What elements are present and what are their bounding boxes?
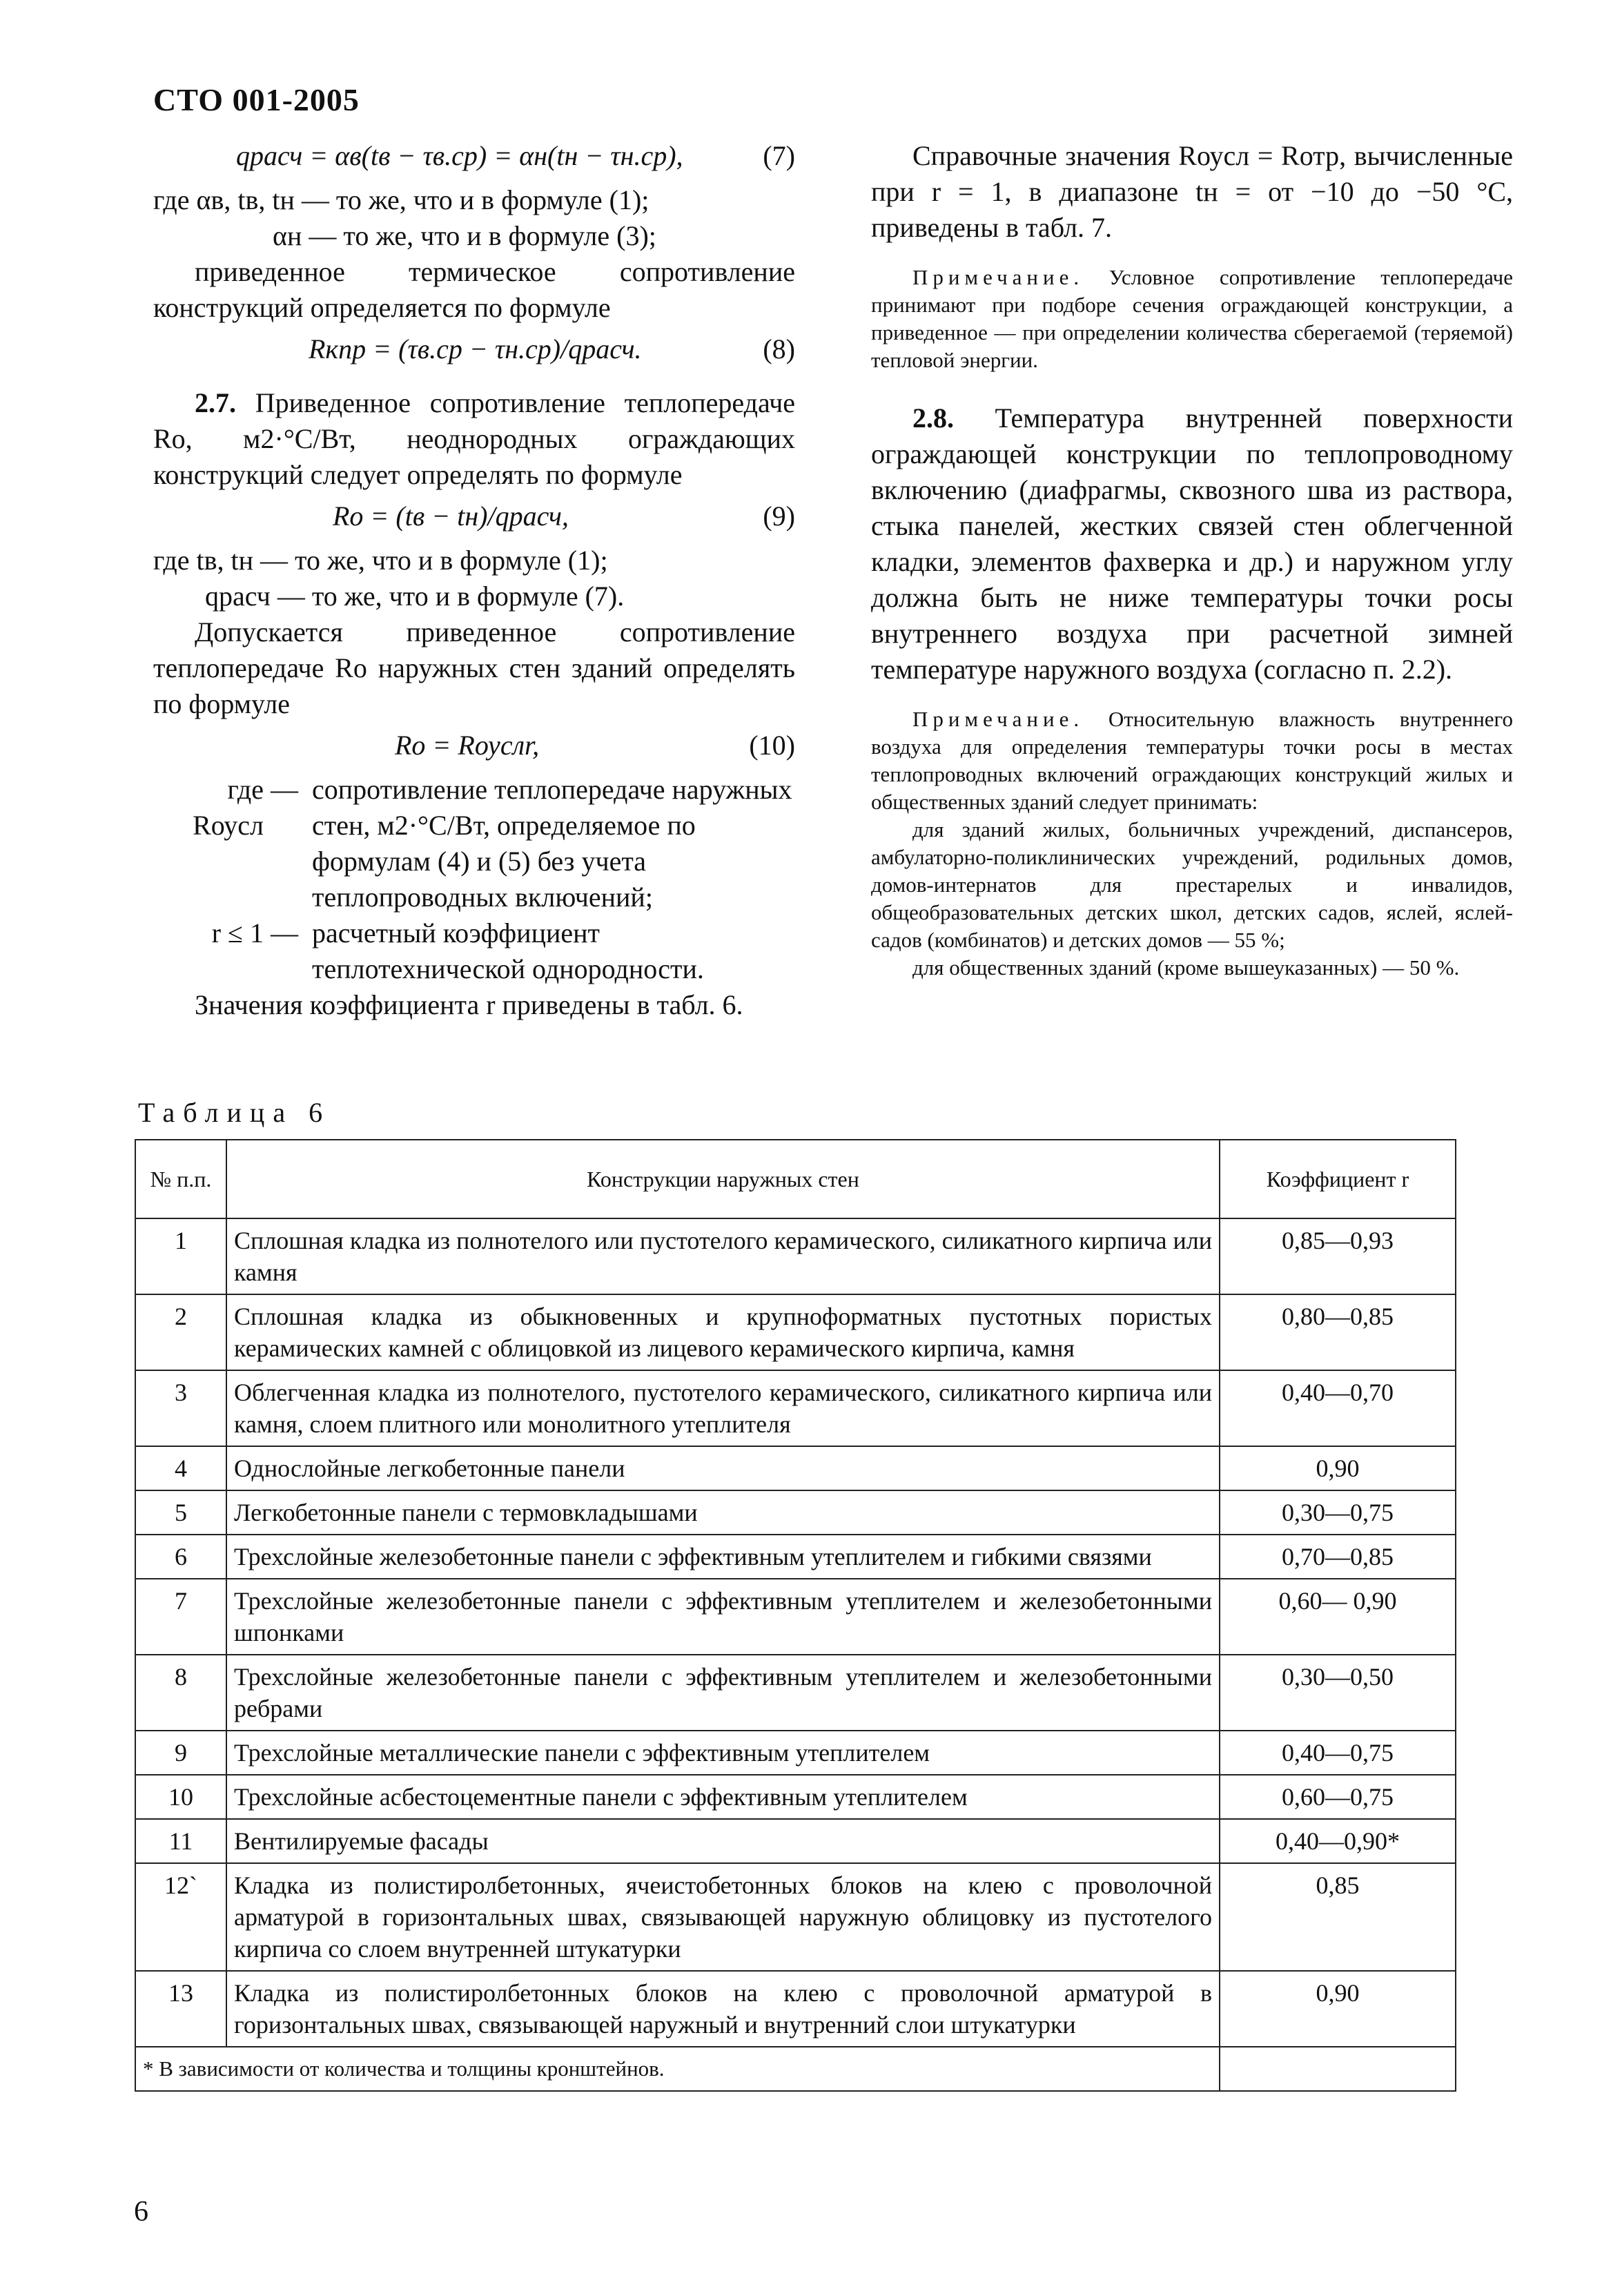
definition-symbol: где Rоусл (193, 774, 264, 841)
table-row (135, 1775, 1456, 1819)
left-column (153, 138, 795, 1023)
row-coefficient: 0,60—0,75 (1220, 1775, 1456, 1819)
row-description: Трехслойные железобетонные панели с эффективным утеплителем и железобетонными ребрами (226, 1655, 1220, 1731)
row-coefficient: 0,80—0,85 (1220, 1294, 1456, 1370)
formula-10 (153, 728, 795, 772)
table-header-row (135, 1140, 1456, 1218)
row-description: Трехслойные асбестоцементные панели с эффективным утеплителем (226, 1775, 1220, 1819)
note-1 (871, 264, 1513, 374)
table-footnote-row (135, 2047, 1456, 2091)
row-coefficient: 0,30—0,50 (1220, 1655, 1456, 1731)
table-row (135, 1446, 1456, 1490)
section-number: 2.8. (912, 402, 954, 434)
formula-9-expression: Rо = (tв − tн)/qрасч, (333, 500, 569, 532)
row-number: 1 (135, 1218, 226, 1294)
row-description: Трехслойные железобетонные панели с эффективным утеплителем и гибкими связями (226, 1535, 1220, 1579)
formula-10-expression: Rо = Rоуслr, (395, 730, 540, 761)
section-text: Температура внутренней поверхности ограждающей конструкции по теплопроводному включению (диафрагмы, сквозного шва из раствора, стыка панелей, жестких связей стен облегченной кладки, элементов фахверка и др.) и наружном углу должна быть не ниже температуры точки росы внутреннего воздуха при расчетной зимней температуре наружного воздуха (согласно п. 2.2). (871, 402, 1513, 685)
row-coefficient: 0,70—0,85 (1220, 1535, 1456, 1579)
row-number: 3 (135, 1370, 226, 1446)
formula-7-number: (7) (763, 140, 795, 171)
row-number: 2 (135, 1294, 226, 1370)
row-number: 11 (135, 1819, 226, 1863)
row-coefficient: 0,90 (1220, 1971, 1456, 2047)
note-2 (871, 706, 1513, 982)
row-description: Однослойные легкобетонные панели (226, 1446, 1220, 1490)
table-row (135, 1731, 1456, 1775)
row-number: 12` (135, 1863, 226, 1971)
formula-7-expression: qрасч = αв(tв − τв.ср) = αн(tн − τн.ср), (236, 140, 683, 171)
section-number: 2.7. (195, 387, 236, 418)
table-row (135, 1218, 1456, 1294)
page-number: 6 (134, 2196, 148, 2228)
paragraph-reference-values: Справочные значения Rоусл = Rотр, вычисленные при r = 1, в диапазоне tн = от −10 до −50 °С, приведены в табл. 7. (871, 140, 1513, 243)
formula-8-number: (8) (763, 333, 795, 364)
right-column (871, 138, 1513, 982)
row-description: Трехслойные металлические панели с эффективным утеплителем (226, 1731, 1220, 1775)
note-text: Относительную влажность внутреннего воздуха для определения температуры точки росы в местах теплопроводных включений ограждающих конструкций жилых и общественных зданий следует принимать: (871, 707, 1513, 814)
header-coef: Коэффициент r (1220, 1140, 1456, 1218)
row-description: Сплошная кладка из обыкновенных и крупноформатных пустотных пористых керамических камней с облицовкой из лицевого керамического кирпича, камня (226, 1294, 1220, 1370)
row-coefficient: 0,40—0,70 (1220, 1370, 1456, 1446)
definition-line: где αв, tв, tн — то же, что и в формуле (1); (153, 184, 649, 215)
formula-9-number: (9) (763, 500, 795, 532)
document-code: СТО 001-2005 (153, 82, 360, 117)
note-item: для общественных зданий (кроме вышеуказанных) — 50 %. (912, 955, 1460, 980)
row-number: 9 (135, 1731, 226, 1775)
row-description: Легкобетонные панели с термовкладышами (226, 1490, 1220, 1535)
paragraph-allowed: Допускается приведенное сопротивление теплопередаче Rо наружных стен зданий определять по формуле (153, 616, 795, 719)
table-row (135, 1579, 1456, 1655)
row-coefficient: 0,40—0,75 (1220, 1731, 1456, 1775)
table-row (135, 1294, 1456, 1370)
row-description: Облегченная кладка из полнотелого, пустотелого керамического, силикатного кирпича или камня, слоем плитного или монолитного утеплителя (226, 1370, 1220, 1446)
walls-table (135, 1139, 1456, 2092)
row-description: Вентилируемые фасады (226, 1819, 1220, 1863)
row-number: 6 (135, 1535, 226, 1579)
definition-text: расчетный коэффициент теплотехнической однородности. (312, 917, 704, 984)
note-text: Условное сопротивление теплопередаче принимают при подборе сечения ограждающей конструкции, а приведенное — при определении количества сберегаемой (теряемой) тепловой энергии. (871, 265, 1514, 372)
row-number: 7 (135, 1579, 226, 1655)
note-label: Примечание. (912, 265, 1084, 289)
row-coefficient: 0,30—0,75 (1220, 1490, 1456, 1535)
table-row (135, 1535, 1456, 1579)
section-text: Приведенное сопротивление теплопередаче Rо, м2·°С/Вт, неоднородных ограждающих конструкций следует определять по формуле (153, 387, 796, 490)
table-footnote-empty-cell (1220, 2047, 1456, 2091)
row-number: 8 (135, 1655, 226, 1731)
table-row (135, 1863, 1456, 1971)
formula-9 (153, 498, 795, 543)
header-desc: Конструкции наружных стен (226, 1140, 1220, 1218)
note-label: Примечание. (912, 707, 1084, 731)
definition-line: qрасч — то же, что и в формуле (7). (205, 581, 625, 612)
row-coefficient: 0,90 (1220, 1446, 1456, 1490)
definition-line: αн — то же, что и в формуле (3); (273, 220, 656, 251)
formula-8 (153, 331, 795, 376)
table-footnote: * В зависимости от количества и толщины кронштейнов. (135, 2047, 1220, 2091)
row-description: Кладка из полистиролбетонных, ячеистобетонных блоков на клею с проволочной арматурой в горизонтальных швах, связывающей наружную облицовку из пустотелого кирпича со слоем внутренней штукатурки (226, 1863, 1220, 1971)
note-item: для зданий жилых, больничных учреждений, диспансеров, амбулаторно-поликлинических учреждений, родильных домов, домов-интернатов для престарелых и инвалидов, общеобразовательных детских школ, детских садов, яслей, яслей-садов (комбинатов) и детских домов — 55 %; (871, 817, 1513, 952)
row-coefficient: 0,60— 0,90 (1220, 1579, 1456, 1655)
table-row (135, 1971, 1456, 2047)
header-num: № п.п. (135, 1140, 226, 1218)
row-number: 10 (135, 1775, 226, 1819)
definitions-list (153, 772, 795, 987)
row-description: Сплошная кладка из полнотелого или пустотелого керамического, силикатного кирпича или камня (226, 1218, 1220, 1294)
row-description: Трехслойные железобетонные панели с эффективным утеплителем и железобетонными шпонками (226, 1579, 1220, 1655)
definition-dash: — (271, 774, 298, 805)
formula-8-expression: Rкпр = (τв.ср − τн.ср)/qрасч. (309, 333, 642, 364)
table-row (135, 1819, 1456, 1863)
table-row (135, 1655, 1456, 1731)
section-2-8 (871, 400, 1513, 688)
paragraph-values: Значения коэффициента r приведены в табл. 6. (195, 989, 743, 1020)
row-number: 5 (135, 1490, 226, 1535)
paragraph-reduced-resistance: приведенное термическое сопротивление конструкций определяется по формуле (153, 256, 795, 323)
definition-symbol: r ≤ 1 (211, 917, 264, 948)
definition-dash: — (271, 917, 298, 948)
table-row (135, 1490, 1456, 1535)
formula-10-number: (10) (749, 730, 795, 761)
row-number: 13 (135, 1971, 226, 2047)
section-2-7 (153, 385, 795, 493)
row-coefficient: 0,40—0,90* (1220, 1819, 1456, 1863)
row-description: Кладка из полистиролбетонных блоков на клею с проволочной арматурой в горизонтальных швах, связывающей наружный и внутренний слои штукатурки (226, 1971, 1220, 2047)
table-row (135, 1370, 1456, 1446)
row-number: 4 (135, 1446, 226, 1490)
definition-line: где tв, tн — то же, что и в формуле (1); (153, 545, 608, 576)
row-coefficient: 0,85—0,93 (1220, 1218, 1456, 1294)
formula-7 (153, 138, 795, 182)
row-coefficient: 0,85 (1220, 1863, 1456, 1971)
table-caption: Таблица 6 (138, 1097, 331, 1128)
definition-text: сопротивление теплопередаче наружных стен, м2·°С/Вт, определяемое по формулам (4) и (5) без учета теплопроводных включений; (312, 774, 792, 913)
